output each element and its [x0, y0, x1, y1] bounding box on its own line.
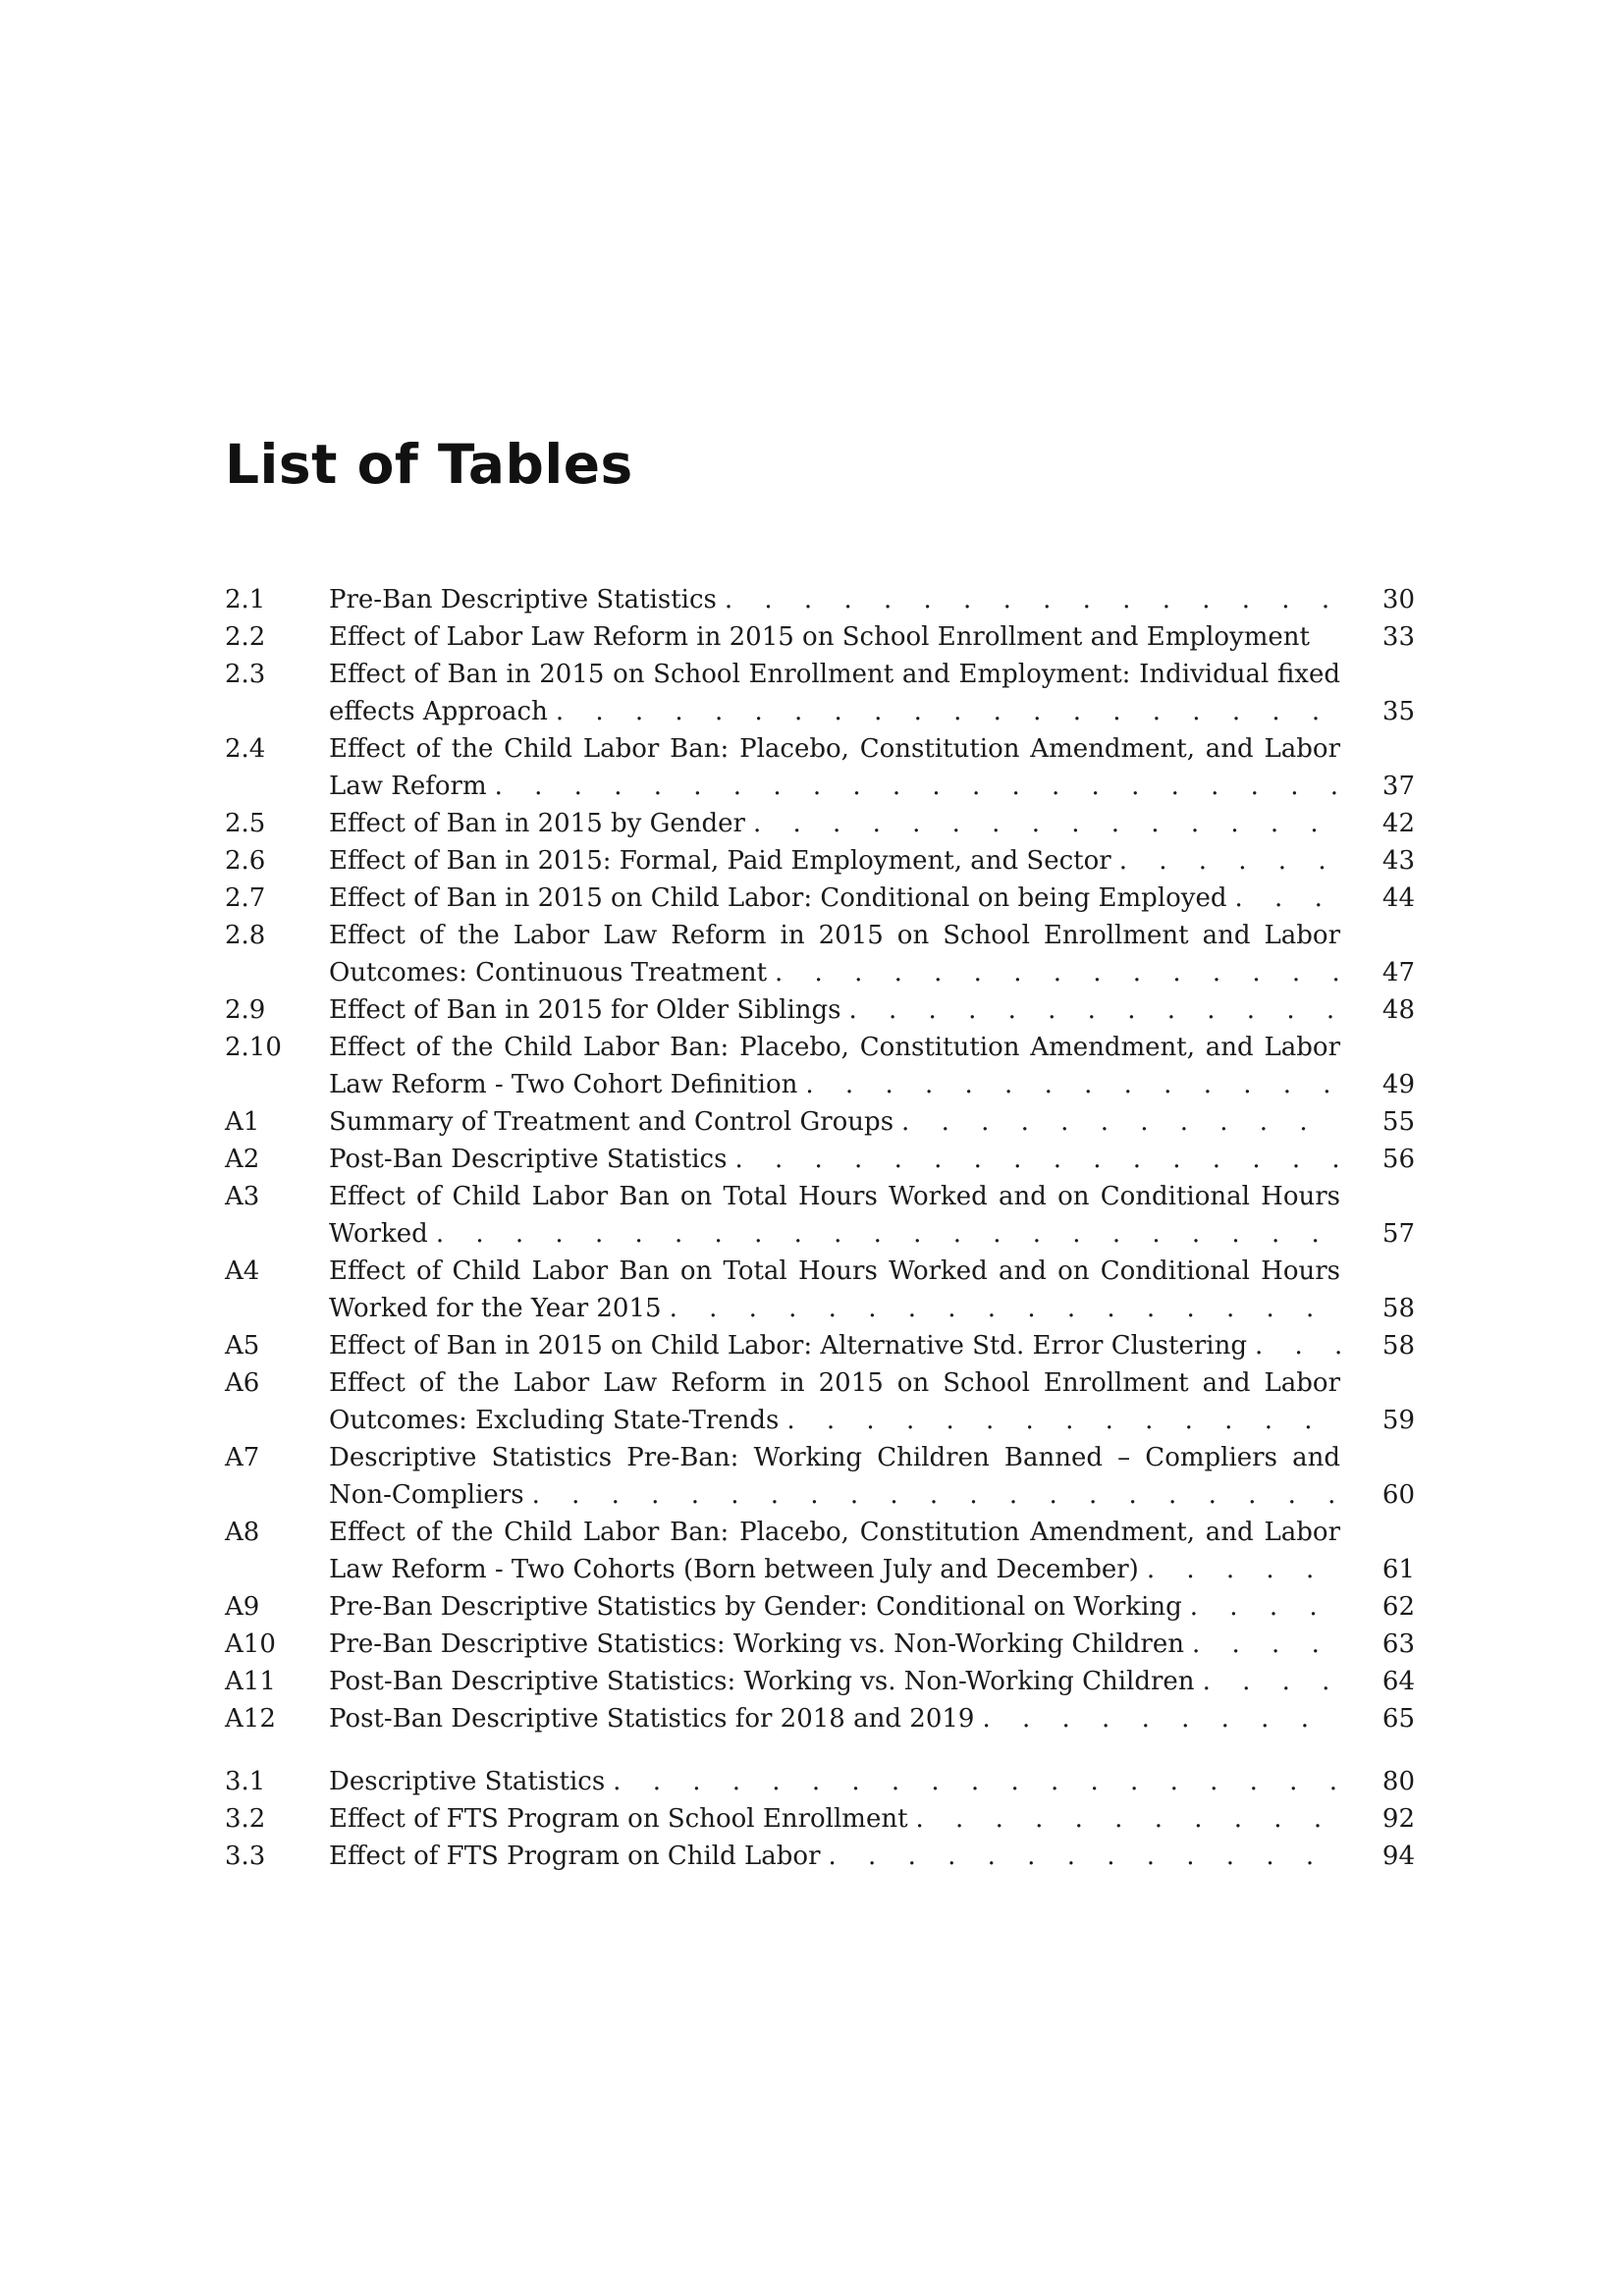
table-caption [329, 581, 1340, 618]
dot-leader [1195, 1663, 1340, 1700]
page-number: 59 [1381, 1406, 1415, 1435]
page-number: 61 [1381, 1555, 1415, 1584]
caption-text: Post-Ban Descriptive Statistics: Working vs. Non-Working Children [329, 1667, 1195, 1696]
dot-leader [779, 1402, 1340, 1439]
page-number: 43 [1381, 846, 1415, 876]
table-caption [329, 618, 1340, 656]
toc-entry[interactable] [225, 917, 1415, 991]
table-caption [329, 1838, 1340, 1875]
dot-leader [548, 693, 1340, 730]
dot-leader [605, 1763, 1340, 1800]
toc-entry[interactable] [225, 730, 1415, 805]
toc-entry[interactable] [225, 1838, 1415, 1875]
toc-entry[interactable] [225, 1514, 1415, 1588]
table-number: A8 [225, 1518, 260, 1547]
caption-line: Descriptive Statistics Pre-Ban: Working Children Banned – Compliers and [329, 1443, 1340, 1472]
dot-leader [428, 1215, 1340, 1253]
caption-text: Outcomes: Continuous Treatment [329, 958, 768, 988]
dot-leader [1227, 880, 1340, 917]
page-number: 58 [1381, 1294, 1415, 1323]
table-caption [329, 805, 1340, 842]
page-number: 80 [1381, 1767, 1415, 1796]
dot-leader [524, 1476, 1340, 1514]
table-caption [329, 1763, 1340, 1800]
page-number: 92 [1381, 1804, 1415, 1834]
table-caption [329, 1029, 1340, 1103]
caption-text: Effect of FTS Program on Child Labor [329, 1842, 821, 1871]
caption-text: Effect of FTS Program on School Enrollment [329, 1804, 908, 1834]
dot-leader [821, 1838, 1340, 1875]
page-number: 49 [1381, 1070, 1415, 1099]
table-caption [329, 880, 1340, 917]
toc-entry[interactable] [225, 1327, 1415, 1364]
table-caption [329, 1141, 1340, 1178]
page-number: 44 [1381, 883, 1415, 913]
table-caption [329, 730, 1340, 805]
page-number: 65 [1381, 1704, 1415, 1734]
caption-text: Effect of Ban in 2015 by Gender [329, 809, 745, 838]
table-number: A2 [225, 1145, 260, 1174]
table-number: 2.8 [225, 921, 266, 950]
table-number: 3.3 [225, 1842, 266, 1871]
dot-leader [1184, 1626, 1340, 1663]
table-number: A12 [225, 1704, 276, 1734]
page-number: 63 [1381, 1629, 1415, 1659]
caption-line: Effect of Child Labor Ban on Total Hours Worked and on Conditional Hours [329, 1182, 1340, 1211]
page-number: 94 [1381, 1842, 1415, 1871]
dot-leader [797, 1066, 1340, 1103]
table-number: 3.2 [225, 1804, 266, 1834]
caption-line: Effect of the Labor Law Reform in 2015 on School Enrollment and Labor [329, 921, 1340, 950]
table-number: 2.5 [225, 809, 266, 838]
page-number: 30 [1381, 585, 1415, 614]
toc-entry[interactable] [225, 842, 1415, 880]
dot-leader [662, 1290, 1340, 1327]
table-number: 2.2 [225, 622, 266, 652]
caption-text: Effect of Ban in 2015 on Child Labor: Conditional on being Employed [329, 883, 1227, 913]
dot-leader [717, 581, 1340, 618]
page-number: 33 [1381, 622, 1415, 652]
table-number: A7 [225, 1443, 260, 1472]
caption-text: Effect of Ban in 2015 on Child Labor: Alternative Std. Error Clustering [329, 1331, 1247, 1361]
toc-entry[interactable] [225, 656, 1415, 730]
table-number: 2.10 [225, 1033, 282, 1062]
toc-entry[interactable] [225, 1178, 1415, 1253]
dot-leader [908, 1800, 1340, 1838]
caption-text: Effect of Ban in 2015: Formal, Paid Employment, and Sector [329, 846, 1111, 876]
caption-text: Worked for the Year 2015 [329, 1294, 662, 1323]
table-number: A5 [225, 1331, 260, 1361]
table-number: A3 [225, 1182, 260, 1211]
caption-text: Worked [329, 1219, 428, 1249]
toc-entry[interactable] [225, 805, 1415, 842]
toc-entry[interactable] [225, 1103, 1415, 1141]
table-number: 2.6 [225, 846, 266, 876]
table-caption [329, 842, 1340, 880]
toc-entry[interactable] [225, 1763, 1415, 1800]
caption-line: Effect of the Child Labor Ban: Placebo, Constitution Amendment, and Labor [329, 1033, 1340, 1062]
table-caption [329, 1103, 1340, 1141]
table-caption [329, 1253, 1340, 1327]
table-caption [329, 1626, 1340, 1663]
toc-entry[interactable] [225, 1364, 1415, 1439]
toc-entry[interactable] [225, 880, 1415, 917]
dot-leader [974, 1700, 1340, 1737]
caption-text: Effect of Labor Law Reform in 2015 on School Enrollment and Employment [329, 622, 1310, 652]
toc-entry[interactable] [225, 1588, 1415, 1626]
caption-text: Law Reform - Two Cohorts (Born between July and December) [329, 1555, 1139, 1584]
table-caption [329, 1800, 1340, 1838]
toc-entry[interactable] [225, 1700, 1415, 1737]
page-number: 57 [1381, 1219, 1415, 1249]
toc-entry[interactable] [225, 1626, 1415, 1663]
page-number: 60 [1381, 1480, 1415, 1510]
caption-text: Pre-Ban Descriptive Statistics [329, 585, 717, 614]
table-number: 2.9 [225, 995, 266, 1025]
page-number: 37 [1381, 772, 1415, 801]
table-number: A11 [225, 1667, 276, 1696]
page-number: 48 [1381, 995, 1415, 1025]
caption-text: Effect of Ban in 2015 for Older Siblings [329, 995, 841, 1025]
table-number: 3.1 [225, 1767, 266, 1796]
dot-leader [767, 954, 1340, 991]
table-number: A6 [225, 1368, 260, 1398]
table-number: A10 [225, 1629, 276, 1659]
table-caption [329, 1514, 1340, 1588]
caption-text: Law Reform [329, 772, 487, 801]
caption-text: Summary of Treatment and Control Groups [329, 1107, 894, 1137]
page-number: 58 [1381, 1331, 1415, 1361]
dot-leader [1111, 842, 1340, 880]
table-number: 2.3 [225, 660, 266, 689]
dot-leader [1247, 1327, 1340, 1364]
table-number: 2.7 [225, 883, 266, 913]
dot-leader [1139, 1551, 1340, 1588]
toc-entry[interactable] [225, 991, 1415, 1029]
page-number: 35 [1381, 697, 1415, 726]
caption-text: Law Reform - Two Cohort Definition [329, 1070, 798, 1099]
table-number: 2.1 [225, 585, 266, 614]
dot-leader [487, 768, 1340, 805]
table-caption [329, 1364, 1340, 1439]
toc-entry[interactable] [225, 1439, 1415, 1514]
table-caption [329, 656, 1340, 730]
table-number: A9 [225, 1592, 260, 1622]
toc-entry[interactable] [225, 1253, 1415, 1327]
caption-line: Effect of the Child Labor Ban: Placebo, Constitution Amendment, and Labor [329, 734, 1340, 764]
dot-leader [893, 1103, 1340, 1141]
dot-leader [1182, 1588, 1340, 1626]
caption-text: Descriptive Statistics [329, 1767, 606, 1796]
toc-entry[interactable] [225, 1663, 1415, 1700]
page-number: 55 [1381, 1107, 1415, 1137]
page-title: List of Tables [225, 433, 633, 496]
toc-entry[interactable] [225, 1141, 1415, 1178]
list-of-tables [225, 581, 1415, 1875]
page-number: 56 [1381, 1145, 1415, 1174]
page-number: 62 [1381, 1592, 1415, 1622]
table-number: 2.4 [225, 734, 266, 764]
dot-leader [745, 805, 1340, 842]
caption-text: Pre-Ban Descriptive Statistics by Gender: Conditional on Working [329, 1592, 1182, 1622]
caption-line: Effect of Ban in 2015 on School Enrollment and Employment: Individual fixed [329, 660, 1340, 689]
caption-line: Effect of Child Labor Ban on Total Hours Worked and on Conditional Hours [329, 1256, 1340, 1286]
table-caption [329, 1327, 1340, 1364]
table-number: A4 [225, 1256, 260, 1286]
toc-entry[interactable] [225, 1800, 1415, 1838]
table-caption [329, 1663, 1340, 1700]
page-number: 64 [1381, 1667, 1415, 1696]
caption-line: Effect of the Labor Law Reform in 2015 on School Enrollment and Labor [329, 1368, 1340, 1398]
page-number: 42 [1381, 809, 1415, 838]
toc-entry[interactable] [225, 581, 1415, 618]
table-caption [329, 991, 1340, 1029]
page-number: 47 [1381, 958, 1415, 988]
caption-text: Post-Ban Descriptive Statistics [329, 1145, 728, 1174]
caption-text: Pre-Ban Descriptive Statistics: Working vs. Non-Working Children [329, 1629, 1184, 1659]
table-caption [329, 1700, 1340, 1737]
caption-text: effects Approach [329, 697, 548, 726]
table-number: A1 [225, 1107, 260, 1137]
table-caption [329, 917, 1340, 991]
toc-entry[interactable] [225, 618, 1415, 656]
caption-text: Non-Compliers [329, 1480, 524, 1510]
table-caption [329, 1588, 1340, 1626]
table-caption [329, 1178, 1340, 1253]
dot-leader [841, 991, 1341, 1029]
caption-text: Outcomes: Excluding State-Trends [329, 1406, 780, 1435]
caption-line: Effect of the Child Labor Ban: Placebo, Constitution Amendment, and Labor [329, 1518, 1340, 1547]
dot-leader [727, 1141, 1340, 1178]
table-caption [329, 1439, 1340, 1514]
toc-entry[interactable] [225, 1029, 1415, 1103]
caption-text: Post-Ban Descriptive Statistics for 2018 and 2019 [329, 1704, 975, 1734]
